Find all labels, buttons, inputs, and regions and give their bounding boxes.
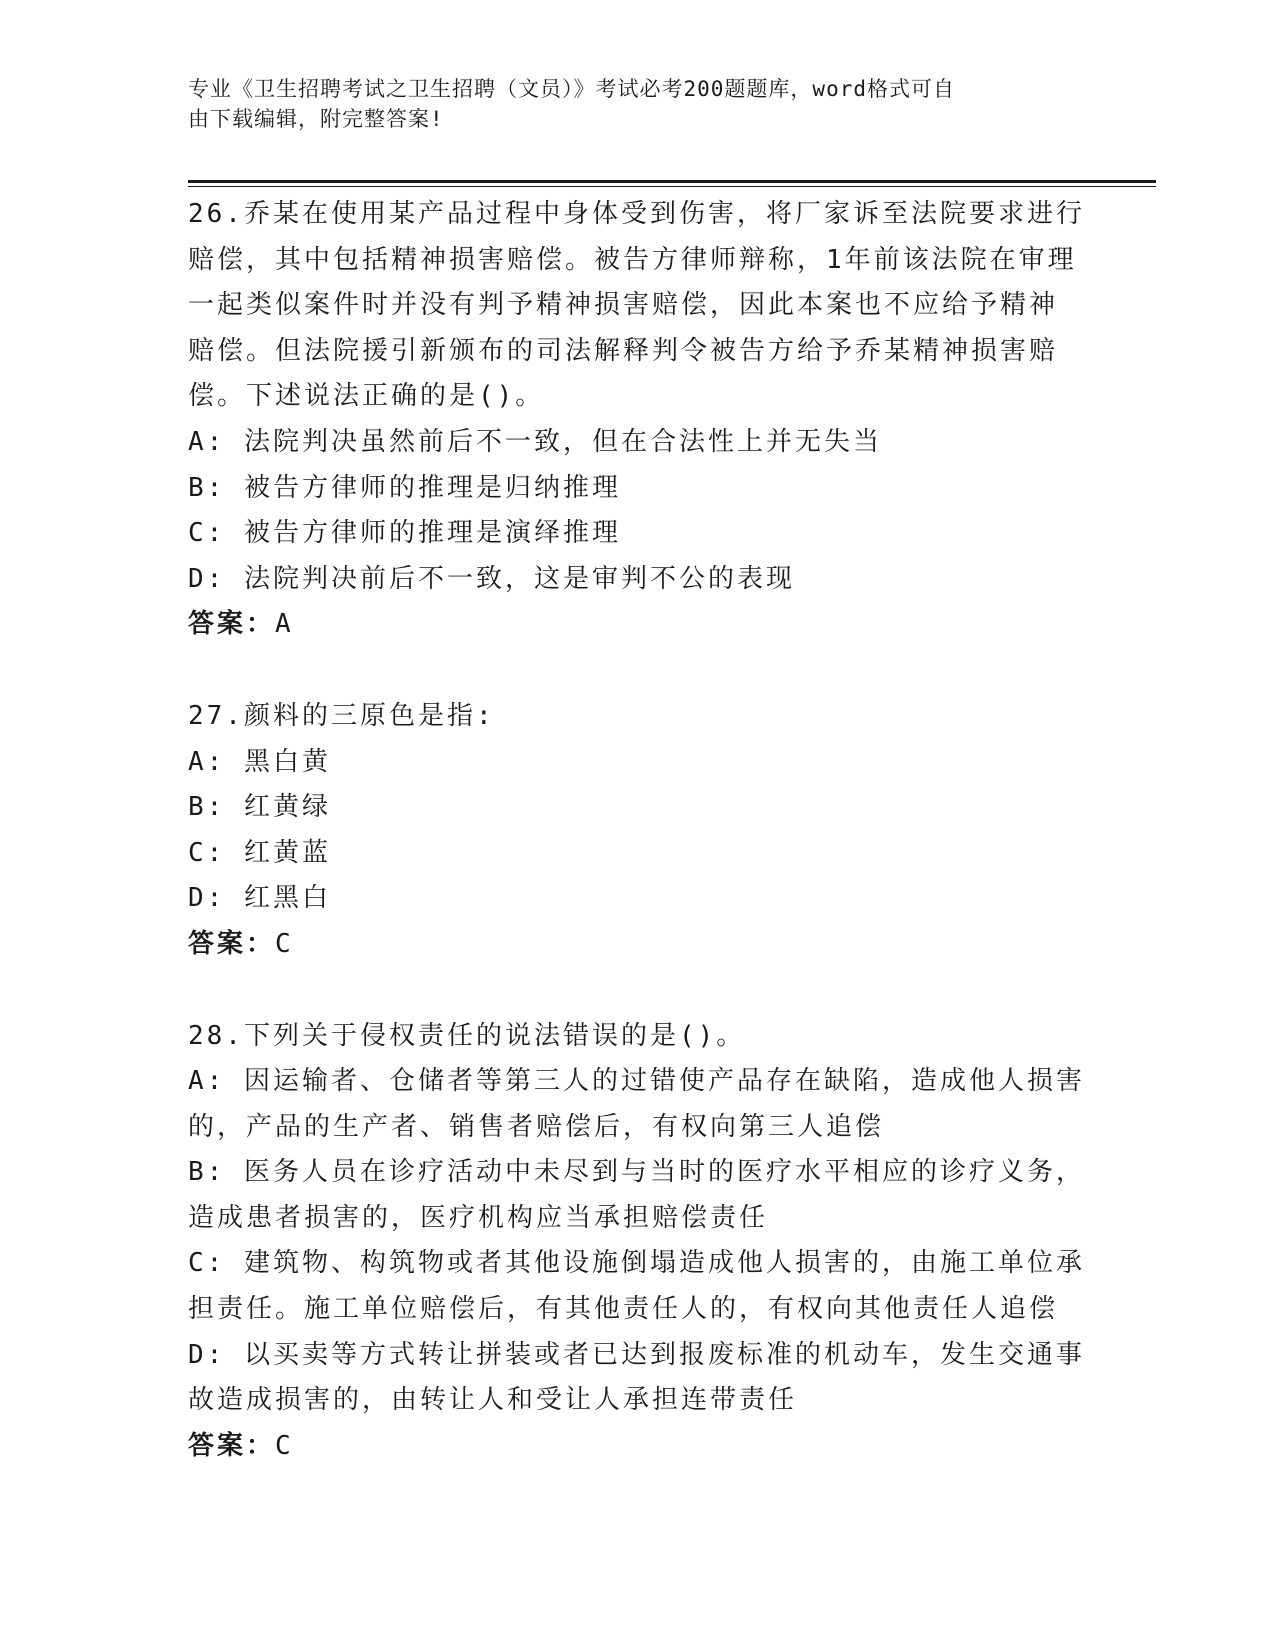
header-line: 专业《卫生招聘考试之卫生招聘（文员）》考试必考200题题库，word格式可自 <box>188 77 955 101</box>
option-a-continued: 的，产品的生产者、销售者赔偿后，有权向第三人追偿 <box>188 1111 885 1142</box>
page-header <box>188 74 1068 134</box>
option-b-continued: 造成患者损害的，医疗机构应当承担赔偿责任 <box>188 1202 769 1233</box>
option-b: B: 红黄绿 <box>188 792 331 823</box>
question-28 <box>188 1014 1088 1470</box>
question-stem-line: 赔偿，其中包括精神损害赔偿。被告方律师辩称，1年前该法院在审理 <box>188 244 1077 275</box>
question-list <box>188 192 1088 1515</box>
question-stem-line: 一起类似案件时并没有判予精神损害赔偿，因此本案也不应给予精神 <box>188 290 1059 321</box>
option-b: B: 医务人员在诊疗活动中未尽到与当时的医疗水平相应的诊疗义务， <box>188 1157 1085 1188</box>
header-line: 由下载编辑，附完整答案! <box>188 107 444 131</box>
question-stem-line: 26.乔某在使用某产品过程中身体受到伤害，将厂家诉至法院要求进行 <box>188 199 1085 229</box>
question-stem-line: 28.下列关于侵权责任的说法错误的是()。 <box>188 1020 746 1051</box>
answer-label: 答案： <box>188 609 276 640</box>
option-d-continued: 故造成损害的，由转让人和受让人承担连带责任 <box>188 1385 798 1416</box>
answer-line <box>188 602 1088 648</box>
header-divider-thin <box>188 186 1156 187</box>
option-a: A: 法院判决虽然前后不一致，但在合法性上并无失当 <box>188 426 882 457</box>
answer-line <box>188 1424 1088 1470</box>
option-a: A: 因运输者、仓储者等第三人的过错使产品存在缺陷，造成他人损害 <box>188 1066 1085 1097</box>
option-b: B: 被告方律师的推理是归纳推理 <box>188 472 621 503</box>
answer-line <box>188 922 1088 968</box>
header-divider-thick <box>188 180 1156 183</box>
option-d: D: 以买卖等方式转让拼装或者已达到报废标准的机动车，发生交通事 <box>188 1339 1085 1370</box>
answer-label: 答案： <box>188 928 276 959</box>
question-stem-line: 赔偿。但法院援引新颁布的司法解释判令被告方给予乔某精神损害赔 <box>188 335 1059 366</box>
answer-value: C <box>275 928 294 959</box>
option-c-continued: 担责任。施工单位赔偿后，有其他责任人的，有权向其他责任人追偿 <box>188 1294 1059 1325</box>
answer-label: 答案： <box>188 1430 276 1461</box>
option-c: C: 建筑物、构筑物或者其他设施倒塌造成他人损害的，由施工单位承 <box>188 1248 1085 1279</box>
option-d: D: 红黑白 <box>188 883 331 914</box>
option-a: A: 黑白黄 <box>188 746 331 777</box>
question-27 <box>188 694 1088 968</box>
question-stem-line: 27.颜料的三原色是指: <box>188 700 495 731</box>
option-d: D: 法院判决前后不一致，这是审判不公的表现 <box>188 563 795 594</box>
answer-value: C <box>275 1430 294 1461</box>
answer-value: A <box>275 609 294 640</box>
option-c: C: 被告方律师的推理是演绎推理 <box>188 518 621 549</box>
question-stem-line: 偿。下述说法正确的是()。 <box>188 381 545 412</box>
question-26 <box>188 192 1088 648</box>
option-c: C: 红黄蓝 <box>188 837 331 868</box>
